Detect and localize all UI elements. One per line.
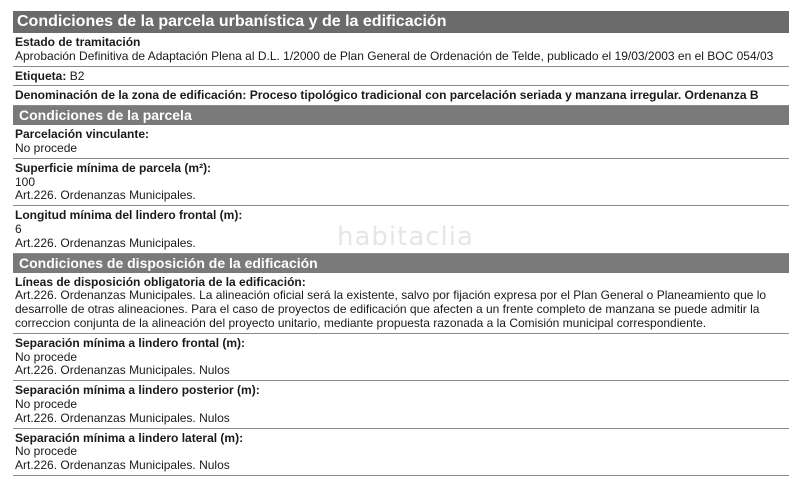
separacion-lateral-label: Separación mínima a lindero lateral (m): — [15, 430, 244, 445]
superficie-minima-label: Superficie mínima de parcela (m²): — [15, 160, 212, 175]
parcelacion-vinculante-label: Parcelación vinculante: — [15, 127, 150, 142]
main-section-title: Condiciones de la parcela urbanística y de la edificación — [13, 11, 789, 33]
separacion-posterior-ref: Art.226. Ordenanzas Municipales. Nulos — [15, 410, 230, 425]
separacion-frontal-ref: Art.226. Ordenanzas Municipales. Nulos — [15, 363, 230, 378]
longitud-lindero-field — [13, 206, 789, 253]
disposicion-section-title: Condiciones de disposición de la edificación — [13, 254, 789, 273]
longitud-lindero-ref: Art.226. Ordenanzas Municipales. — [15, 235, 196, 250]
parcelacion-vinculante-value: No procede — [15, 140, 78, 155]
denominacion-text: Denominación de la zona de edificación: Proceso tipológico tradicional con parcelación seriada y manzana irregular. Ordenanza B — [15, 88, 759, 103]
separacion-frontal-label: Separación mínima a lindero frontal (m): — [15, 335, 246, 350]
lineas-disposicion-field — [13, 273, 789, 334]
longitud-lindero-label: Longitud mínima del lindero frontal (m): — [15, 208, 243, 223]
estado-tramitacion-field — [13, 33, 789, 67]
denominacion-field — [13, 86, 789, 106]
superficie-minima-field — [13, 159, 789, 206]
separacion-frontal-field — [13, 334, 789, 381]
superficie-minima-ref: Art.226. Ordenanzas Municipales. — [15, 188, 196, 203]
separacion-lateral-value: No procede — [15, 444, 78, 459]
separacion-posterior-label: Separación mínima a lindero posterior (m): — [15, 383, 260, 398]
parcelacion-vinculante-field — [13, 125, 789, 159]
lineas-disposicion-value: Art.226. Ordenanzas Municipales. La alineación oficial será la existente, salvo por fijación expresa por el Plan General o Planeamiento que lo desarrolle de otras alineaciones. Para el caso de proyectos de edificación que afecten a un frente completo de manzana se puede admitir la correccion conjunta de la alineación del proyecto unitario, mediante propuesta razonada a la Comisión municipal correspondiente. — [15, 288, 767, 330]
separacion-posterior-field — [13, 381, 789, 428]
urban-conditions-sheet — [13, 11, 789, 476]
habitaclia-watermark: habitaclia — [337, 222, 474, 252]
lineas-disposicion-label: Líneas de disposición obligatoria de la edificación: — [15, 274, 306, 289]
superficie-minima-value: 100 — [15, 174, 36, 189]
etiqueta-label: Etiqueta: — [15, 68, 67, 83]
separacion-lateral-field — [13, 429, 789, 476]
separacion-posterior-value: No procede — [15, 396, 78, 411]
etiqueta-field — [13, 67, 789, 87]
longitud-lindero-value: 6 — [15, 221, 22, 236]
etiqueta-value: B2 — [69, 68, 85, 83]
separacion-frontal-value: No procede — [15, 349, 78, 364]
estado-tramitacion-label: Estado de tramitación — [15, 35, 141, 49]
separacion-lateral-ref: Art.226. Ordenanzas Municipales. Nulos — [15, 458, 230, 473]
estado-tramitacion-value: Aprobación Definitiva de Adaptación Plena al D.L. 1/2000 de Plan General de Ordenación de Telde, publicado el 19/03/2003 en el BOC 054/03 — [15, 48, 774, 63]
parcela-section-title: Condiciones de la parcela — [13, 106, 789, 125]
